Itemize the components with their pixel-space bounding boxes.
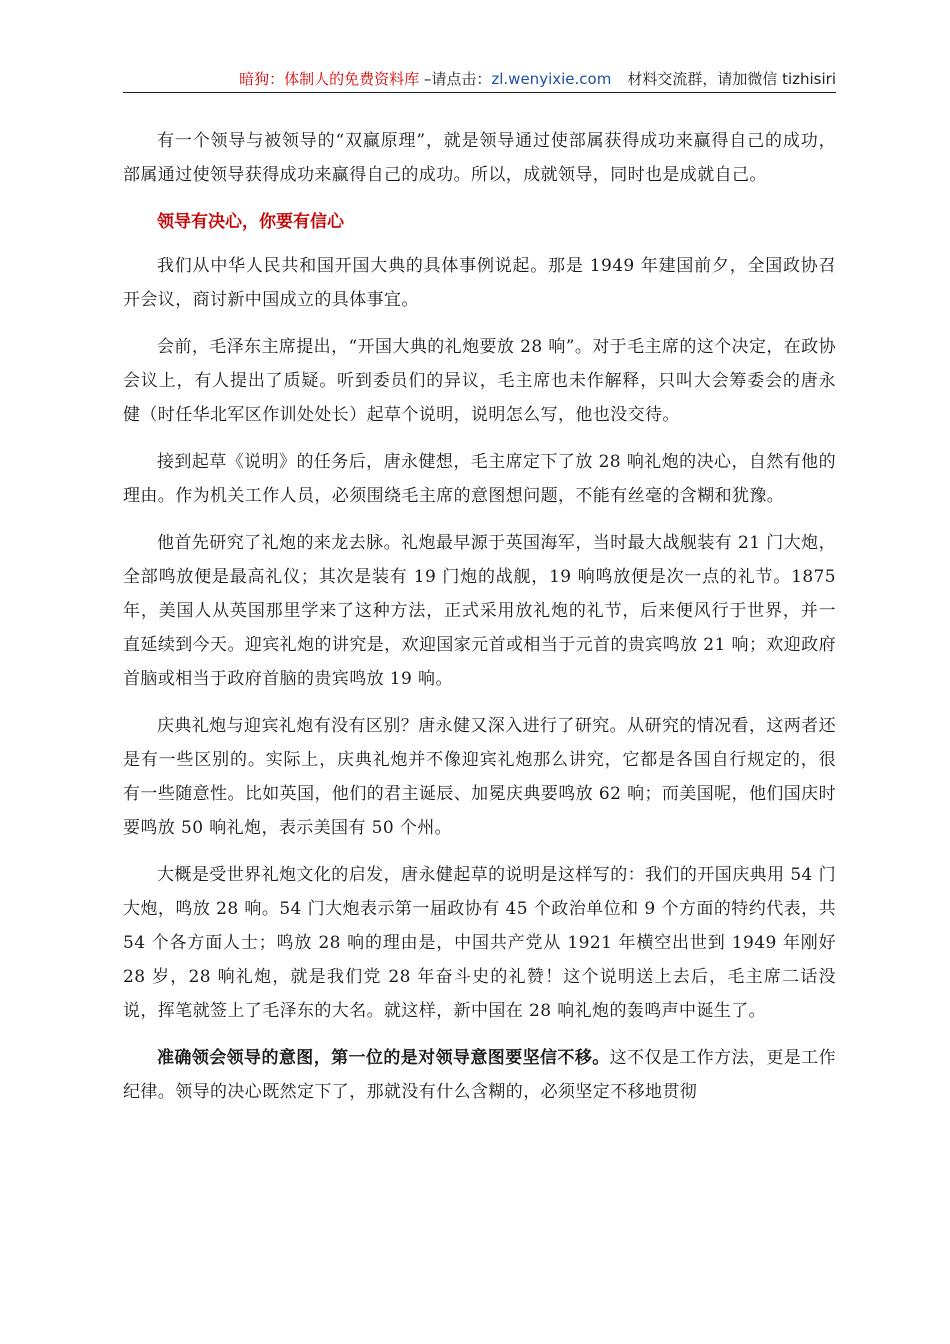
- document-body: [123, 124, 836, 1122]
- header-url-link[interactable]: zl.wenyixie.com: [491, 70, 612, 88]
- paragraph-5: 他首先研究了礼炮的来龙去脉。礼炮最早源于英国海军，当时最大战舰装有 21 门大炮，全部鸣放便是最高礼仪；其次是装有 19 门炮的战舰，19 响鸣放便是次一点的礼节。1875 年，美国人从英国那里学来了这种方法，正式采用放礼炮的礼节，后来便风行于世界，并一直延续到今天。迎宾礼炮的讲究是，欢迎国家元首或相当于元首的贵宾鸣放 21 响；欢迎政府首脑或相当于政府首脑的贵宾鸣放 19 响。: [123, 533, 836, 689]
- paragraph-1: 有一个领导与被领导的“双赢原理”，就是领导通过使部属获得成功来赢得自己的成功，部属通过使领导获得成功来赢得自己的成功。所以，成就领导，同时也是成就自己。: [123, 131, 836, 185]
- paragraph-3: 会前，毛泽东主席提出，“开国大典的礼炮要放 28 响”。对于毛主席的这个决定，在政协会议上，有人提出了质疑。听到委员们的异议，毛主席也未作解释，只叫大会筹委会的唐永健（时任华北军区作训处处长）起草个说明，说明怎么写，他也没交待。: [123, 337, 836, 425]
- paragraph-4: 接到起草《说明》的任务后，唐永健想，毛主席定下了放 28 响礼炮的决心，自然有他的理由。作为机关工作人员，必须围绕毛主席的意图想问题，不能有丝毫的含糊和犹豫。: [123, 452, 836, 506]
- header-group-text: 材料交流群，请加微信 tizhisiri: [627, 70, 836, 88]
- header-brand-text: 暗狗：体制人的免费资料库: [239, 70, 420, 88]
- paragraph-8-emphasis: 准确领会领导的意图，第一位的是对领导意图要坚信不移。: [157, 1048, 610, 1068]
- paragraph-8: [123, 1041, 836, 1109]
- paragraph-8-text: 这不仅是工作方法，更是工作纪律。领导的决心既然定下了，那就没有什么含糊的，必须坚定不移地贯彻: [123, 1048, 836, 1102]
- paragraph-7: 大概是受世界礼炮文化的启发，唐永健起草的说明是这样写的：我们的开国庆典用 54 门大炮，鸣放 28 响。54 门大炮表示第一届政协有 45 个政治单位和 9 个方面的特约代表，共 54 个各方面人士；鸣放 28 响的理由是，中国共产党从 1921 年横空出世到 1949 年刚好 28 岁，28 响礼炮，就是我们党 28 年奋斗史的礼赞！这个说明送上去后，毛主席二话没说，挥笔就签上了毛泽东的大名。就这样，新中国在 28 响礼炮的轰鸣声中诞生了。: [123, 865, 836, 1021]
- section-heading: 领导有决心，你要有信心: [157, 212, 344, 232]
- page-header: [123, 66, 836, 93]
- paragraph-2: 我们从中华人民共和国开国大典的具体事例说起。那是 1949 年建国前夕，全国政协召开会议，商讨新中国成立的具体事宜。: [123, 256, 836, 310]
- paragraph-6: 庆典礼炮与迎宾礼炮有没有区别？唐永健又深入进行了研究。从研究的情况看，这两者还是有一些区别的。实际上，庆典礼炮并不像迎宾礼炮那么讲究，它都是各国自行规定的，很有一些随意性。比如英国，他们的君主诞辰、加冕庆典要鸣放 62 响；而美国呢，他们国庆时要鸣放 50 响礼炮，表示美国有 50 个州。: [123, 716, 836, 838]
- header-click-prompt: –请点击：: [419, 70, 492, 88]
